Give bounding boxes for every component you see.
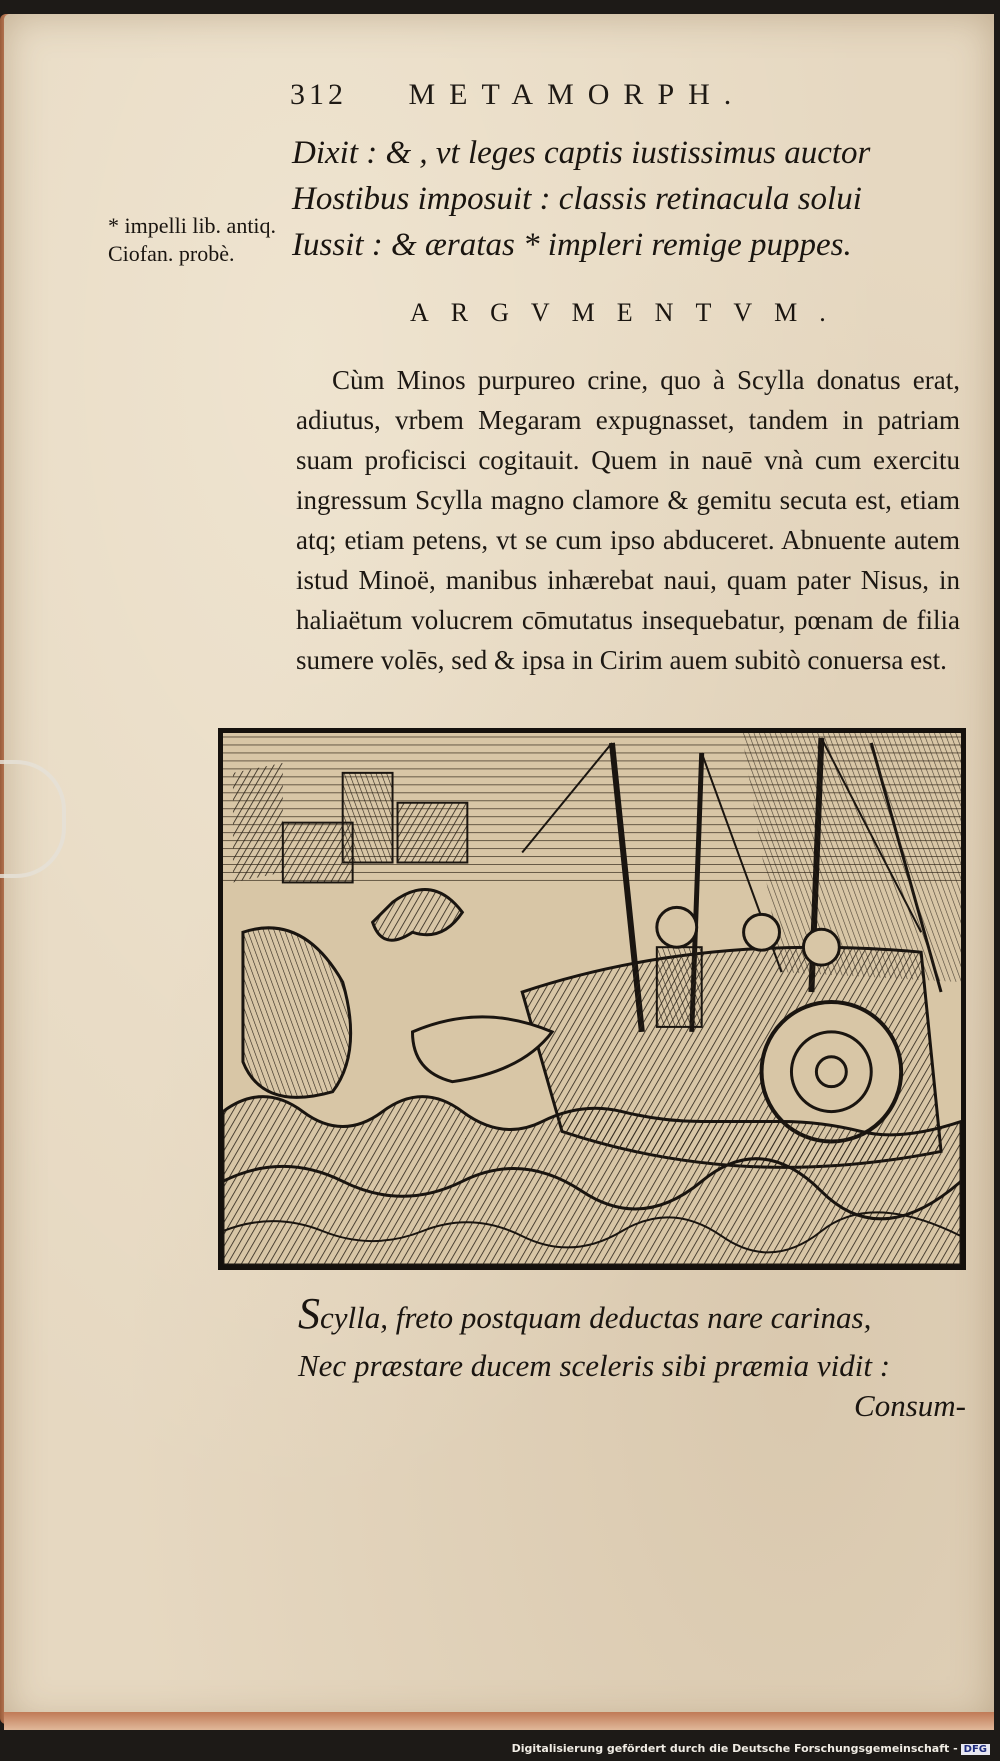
credit-text: Digitalisierung gefördert durch die Deutsche Forschungsgemeinschaft - bbox=[511, 1742, 958, 1755]
woodcut-illustration bbox=[218, 728, 966, 1270]
woodcut-image bbox=[223, 733, 961, 1265]
verse-line bbox=[298, 1290, 970, 1342]
verse-line: Iussit : & æratas * impleri remige puppes. bbox=[292, 227, 852, 263]
verse-top bbox=[292, 130, 972, 268]
initial-letter: S bbox=[298, 1289, 320, 1338]
argument-title: ARGVMENTVM. bbox=[410, 298, 848, 327]
digitization-credit bbox=[512, 1742, 990, 1755]
verse-line: Nec præstare ducem sceleris sibi præmia vidit : bbox=[298, 1348, 891, 1383]
verse-bottom bbox=[298, 1290, 970, 1390]
dfg-logo: DFG bbox=[961, 1744, 990, 1755]
catchword: Consum- bbox=[854, 1388, 966, 1423]
verse-line-rest: cylla, freto postquam deductas nare carinas, bbox=[320, 1300, 872, 1335]
margin-note: * impelli lib. antiq. Ciofan. probè. bbox=[108, 213, 277, 266]
running-header bbox=[290, 78, 830, 112]
page-bottom-edge bbox=[4, 1712, 994, 1730]
running-title: METAMORPH. bbox=[408, 78, 746, 111]
verse-line: Hostibus imposuit : classis retinacula solui bbox=[292, 181, 862, 217]
verse-line: Dixit : & , vt leges captis iustissimus auctor bbox=[292, 135, 871, 171]
page-number: 312 bbox=[290, 78, 347, 111]
argument-text bbox=[296, 360, 960, 680]
argument-paragraph: Cùm Minos purpureo crine, quo à Scylla donatus erat, adiutus, vrbem Megaram expugnasset, tandem in patriam suam proficisci cogitauit. Quem in nauē vnà cum exercitu ingressum Scylla magno clamore & gemitu secuta est, etiam atq; etiam petens, vt se cum ipso abduceret. Abnuente autem istud Minoë, manibus inhærebat naui, quam pater Nisus, in haliaëtum volucrem cōmutatus insequebatur, pœnam de filia sumere volēs, sed & ipsa in Cirim auem subitò conuersa est. bbox=[296, 365, 960, 675]
